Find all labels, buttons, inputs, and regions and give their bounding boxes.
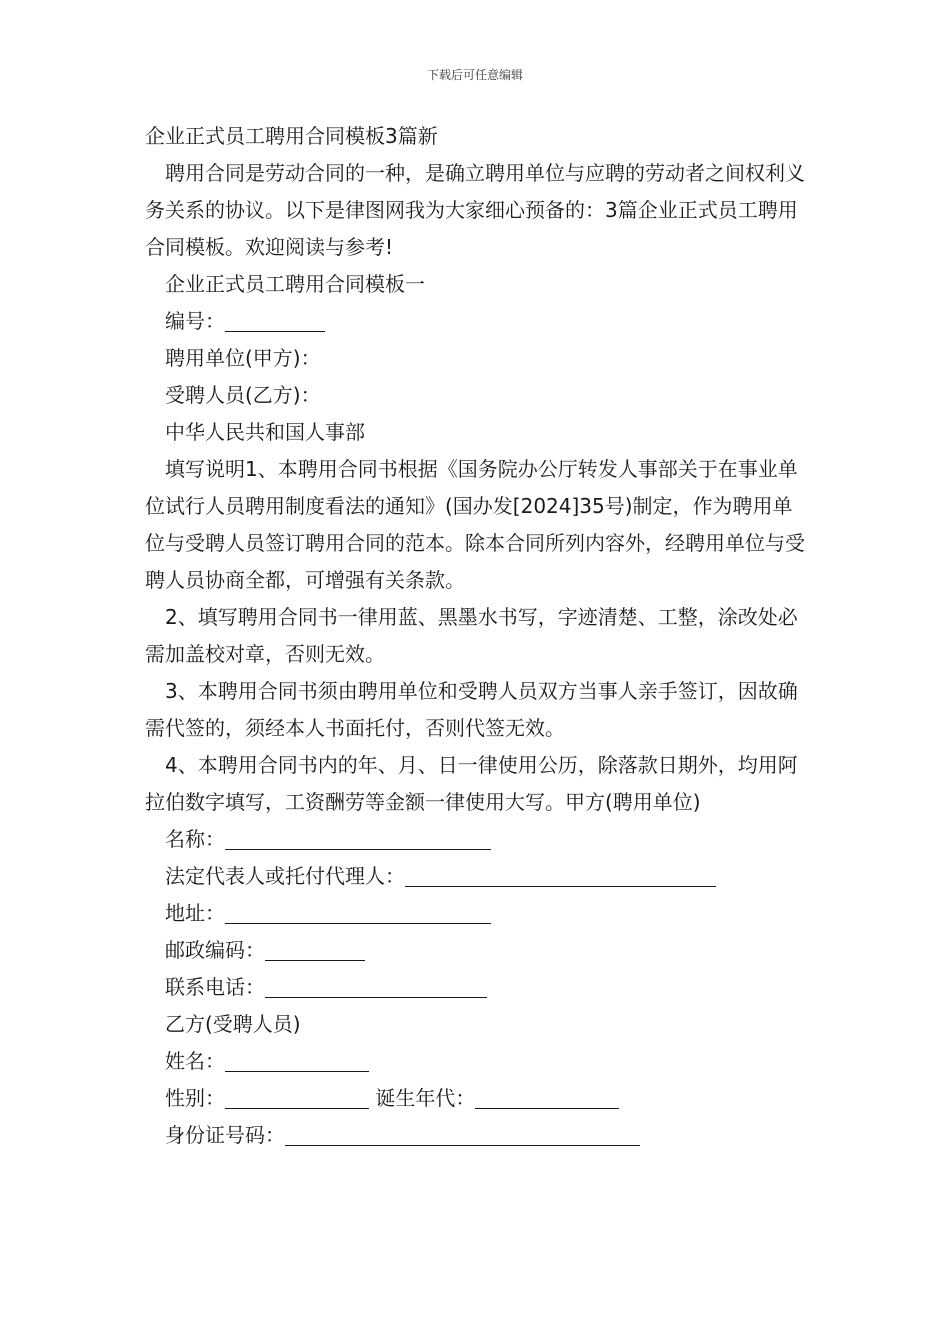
number-label: 编号： [165,309,225,333]
instruction-3: 3、本聘用合同书须由聘用单位和受聘人员双方当事人亲手签订，因故确需代签的，须经本人书面托付，否则代签无效。 [145,679,798,740]
document-title: 企业正式员工聘用合同模板3篇新 [145,124,438,148]
party-a-address-label: 地址： [165,901,225,925]
party-b-id-label: 身份证号码： [165,1123,285,1147]
instruction-1: 填写说明1、本聘用合同书根据《国务院办公厅转发人事部关于在事业单位试行人员聘用制度看法的通知》(国办发[2024]35号)制定，作为聘用单位与受聘人员签订聘用合同的范本。除本合同所列内容外，经聘用单位与受聘人员协商全都，可增强有关条款。 [145,457,805,592]
ministry-name: 中华人民共和国人事部 [165,420,365,444]
party-a-name-blank [225,825,491,850]
employer-label: 聘用单位(甲方)： [165,346,321,370]
party-b-birth-label: 诞生年代： [375,1086,476,1110]
party-a-phone-label: 联系电话： [165,975,265,999]
party-b-gender-blank [225,1084,369,1109]
party-a-address-blank [225,899,491,924]
party-a-postcode-label: 邮政编码： [165,938,265,962]
page-header-note: 下载后可任意编辑 [426,68,523,82]
document-body [145,118,807,1154]
instruction-4: 4、本聘用合同书内的年、月、日一律使用公历，除落款日期外，均用阿拉伯数字填写，工资酬劳等金额一律使用大写。甲方(聘用单位) [145,753,798,814]
party-b-id-blank [285,1121,640,1146]
instruction-2: 2、填写聘用合同书一律用蓝、黑墨水书写，字迹清楚、工整，涂改处必需加盖校对章，否则无效。 [145,605,798,666]
number-blank [225,307,325,332]
party-a-rep-row [145,858,807,895]
party-b-id-row [145,1117,807,1154]
party-a-postcode-blank [265,936,365,961]
party-b-gender-label: 性别： [165,1086,225,1110]
intro-paragraph: 聘用合同是劳动合同的一种，是确立聘用单位与应聘的劳动者之间权利义务关系的协议。以下是律图网我为大家细心预备的：3篇企业正式员工聘用合同模板。欢迎阅读与参考! [145,161,805,259]
party-a-rep-blank [405,862,716,887]
party-a-phone-blank [265,973,487,998]
party-a-phone-row [145,969,807,1006]
party-b-name-label: 姓名： [165,1049,225,1073]
party-b-name-row [145,1043,807,1080]
party-a-rep-label: 法定代表人或托付代理人： [165,864,405,888]
section-title: 企业正式员工聘用合同模板一 [165,272,425,296]
employee-label: 受聘人员(乙方)： [165,383,321,407]
party-a-name-label: 名称： [165,827,225,851]
party-b-name-blank [225,1047,369,1072]
party-a-postcode-row [145,932,807,969]
party-b-gender-birth-row [145,1080,807,1117]
number-row [145,303,807,340]
party-a-name-row [145,821,807,858]
party-b-birth-blank [475,1084,619,1109]
party-b-title: 乙方(受聘人员) [165,1012,301,1036]
party-a-address-row [145,895,807,932]
